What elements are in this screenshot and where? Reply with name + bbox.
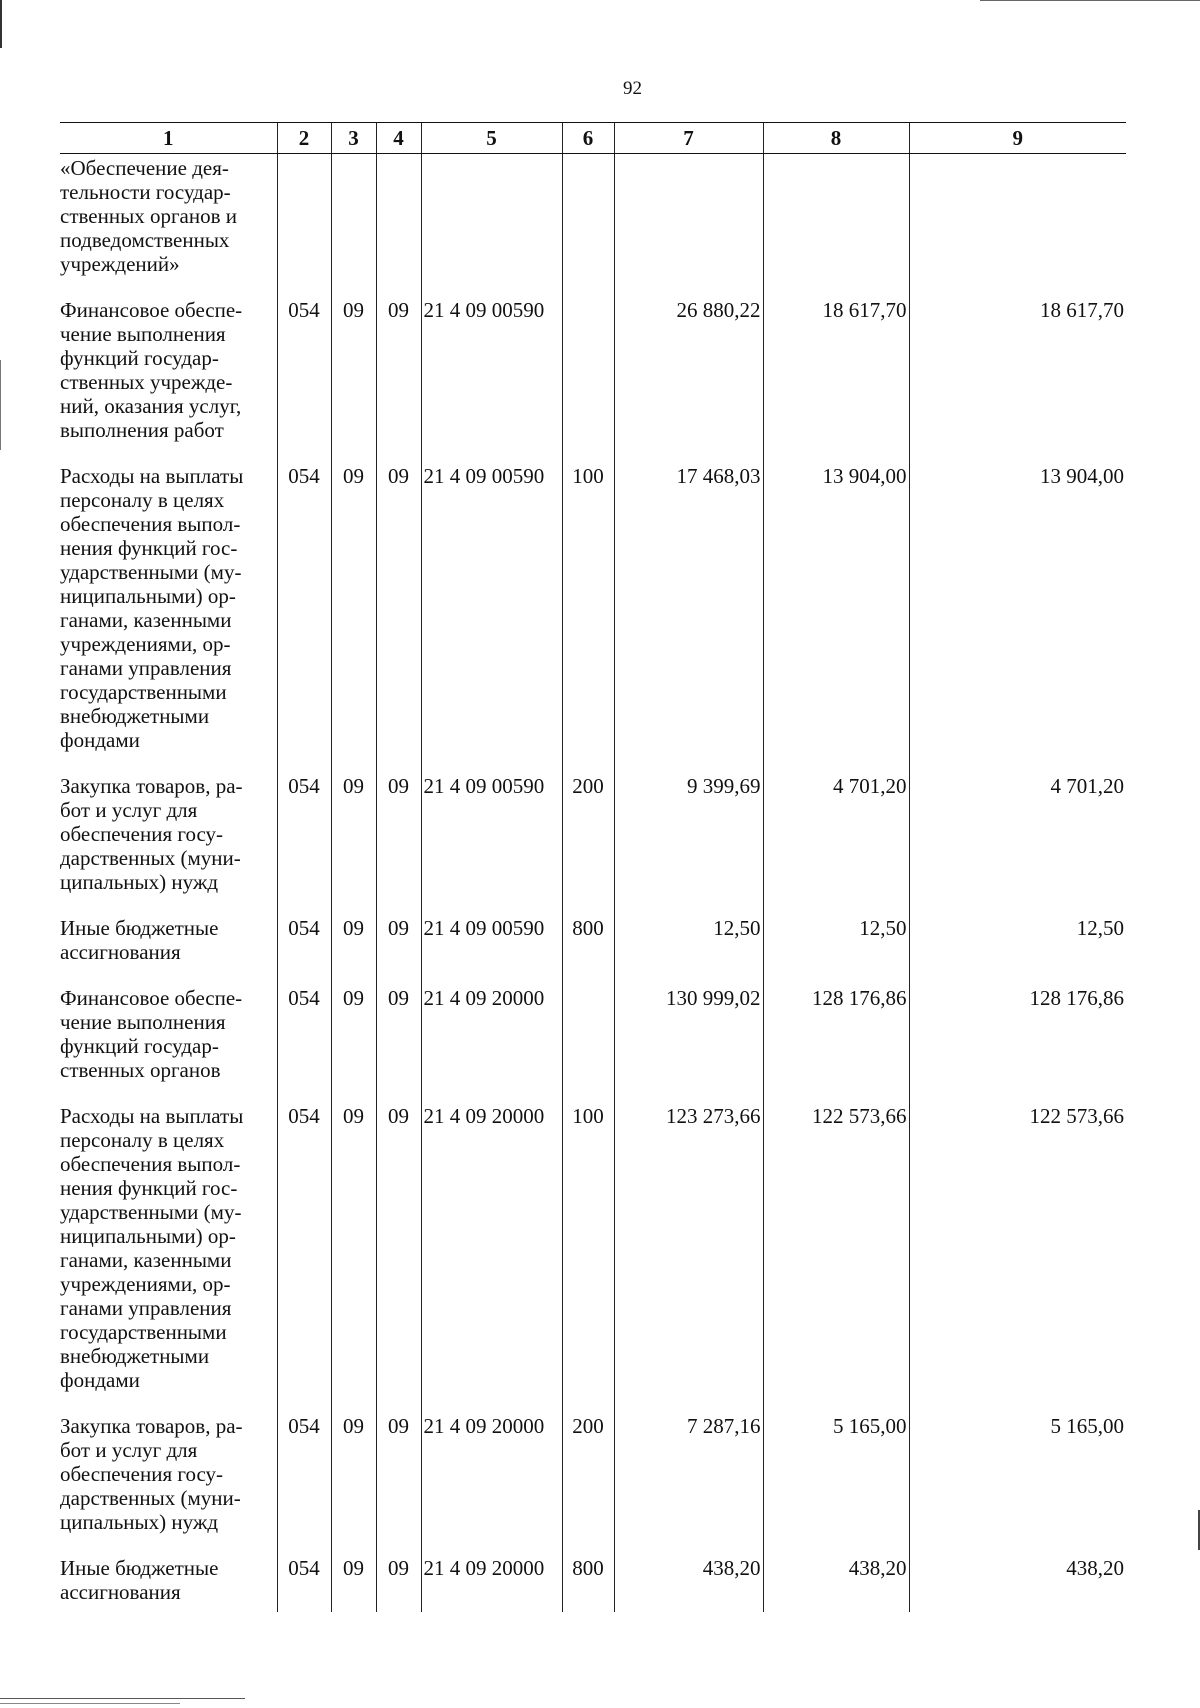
- cell-target-article: 21 4 09 00590: [421, 296, 562, 462]
- column-header: 6: [562, 123, 614, 154]
- scan-top-rule: [980, 0, 1200, 1]
- table-row: [60, 296, 1126, 462]
- table-row: [60, 1102, 1126, 1412]
- cell-name: Иные бюджетные ассигнования: [60, 1556, 219, 1604]
- cell-amount-year-3: 122 573,66: [909, 1102, 1126, 1412]
- column-header: 1: [60, 123, 277, 154]
- column-header: 7: [614, 123, 763, 154]
- table-row: [60, 462, 1126, 772]
- cell-expense-type: 200: [562, 772, 614, 914]
- cell-target-article: 21 4 09 00590: [421, 462, 562, 772]
- cell-amount-year-2: 13 904,00: [763, 462, 909, 772]
- cell-target-article: 21 4 09 20000: [421, 1554, 562, 1612]
- cell-amount-year-2: 4 701,20: [763, 772, 909, 914]
- column-header: 2: [277, 123, 331, 154]
- cell-name: Расходы на выплаты персоналу в целях обеспечения выпол- нения функций гос- ударственными (му- ниципальными) ор- ганами, казенными учреждениями, ор- ганами управления государственными внебюджетными фондами: [60, 464, 244, 752]
- cell-expense-type: 800: [562, 914, 614, 984]
- cell-amount-year-2: 12,50: [763, 914, 909, 984]
- cell-amount-year-1: [614, 154, 763, 297]
- column-header: 3: [331, 123, 376, 154]
- cell-subsection: 09: [376, 1554, 421, 1612]
- cell-amount-year-2: 122 573,66: [763, 1102, 909, 1412]
- cell-name: Расходы на выплаты персоналу в целях обеспечения выпол- нения функций гос- ударственными (му- ниципальными) ор- ганами, казенными учреждениями, ор- ганами управления государственными внебюджетными фондами: [60, 1104, 244, 1392]
- column-header: 4: [376, 123, 421, 154]
- cell-subsection: 09: [376, 1412, 421, 1554]
- budget-table: [60, 122, 1126, 1612]
- cell-subsection: [376, 154, 421, 297]
- cell-name: Иные бюджетные ассигнования: [60, 916, 219, 964]
- page-number: 92: [623, 78, 642, 99]
- cell-target-article: [421, 154, 562, 297]
- cell-amount-year-1: 17 468,03: [614, 462, 763, 772]
- cell-target-article: 21 4 09 20000: [421, 1412, 562, 1554]
- cell-ministry-code: 054: [277, 1102, 331, 1412]
- cell-expense-type: 800: [562, 1554, 614, 1612]
- cell-section: 09: [331, 984, 376, 1102]
- cell-amount-year-1: 438,20: [614, 1554, 763, 1612]
- cell-amount-year-2: 18 617,70: [763, 296, 909, 462]
- cell-subsection: 09: [376, 296, 421, 462]
- cell-section: 09: [331, 1102, 376, 1412]
- cell-ministry-code: 054: [277, 296, 331, 462]
- table-row: [60, 1412, 1126, 1554]
- cell-expense-type: 200: [562, 1412, 614, 1554]
- cell-amount-year-1: 130 999,02: [614, 984, 763, 1102]
- cell-amount-year-2: 128 176,86: [763, 984, 909, 1102]
- scan-bottom-rule: [0, 1703, 180, 1704]
- cell-amount-year-2: 438,20: [763, 1554, 909, 1612]
- scan-edge-mark: [0, 360, 1, 450]
- scan-edge-mark: [0, 0, 2, 48]
- cell-section: [331, 154, 376, 297]
- cell-amount-year-3: [909, 154, 1126, 297]
- table-header-row: [60, 123, 1126, 154]
- cell-expense-type: 100: [562, 1102, 614, 1412]
- cell-section: 09: [331, 1412, 376, 1554]
- cell-section: 09: [331, 296, 376, 462]
- cell-expense-type: 100: [562, 462, 614, 772]
- table-row: [60, 914, 1126, 984]
- cell-amount-year-3: 438,20: [909, 1554, 1126, 1612]
- cell-amount-year-3: 18 617,70: [909, 296, 1126, 462]
- cell-amount-year-3: 12,50: [909, 914, 1126, 984]
- scan-bottom-rule: [0, 1698, 245, 1699]
- cell-target-article: 21 4 09 00590: [421, 914, 562, 984]
- cell-section: 09: [331, 914, 376, 984]
- cell-subsection: 09: [376, 772, 421, 914]
- cell-amount-year-1: 26 880,22: [614, 296, 763, 462]
- cell-name: Закупка товаров, ра- бот и услуг для обеспечения госу- дарственных (муни- ципальных) нужд: [60, 1414, 243, 1534]
- cell-name: «Обеспечение дея- тельности государ- ственных органов и подведомственных учреждений»: [60, 156, 238, 276]
- cell-amount-year-1: 123 273,66: [614, 1102, 763, 1412]
- cell-amount-year-3: 13 904,00: [909, 462, 1126, 772]
- cell-ministry-code: 054: [277, 984, 331, 1102]
- table-row: [60, 772, 1126, 914]
- cell-amount-year-2: 5 165,00: [763, 1412, 909, 1554]
- cell-amount-year-3: 128 176,86: [909, 984, 1126, 1102]
- column-header: 5: [421, 123, 562, 154]
- cell-amount-year-3: 4 701,20: [909, 772, 1126, 914]
- cell-subsection: 09: [376, 914, 421, 984]
- cell-name: Финансовое обеспе- чение выполнения функций государ- ственных органов: [60, 986, 243, 1082]
- cell-subsection: 09: [376, 984, 421, 1102]
- column-header: 9: [909, 123, 1126, 154]
- table-row: [60, 154, 1126, 297]
- cell-subsection: 09: [376, 1102, 421, 1412]
- cell-ministry-code: 054: [277, 914, 331, 984]
- cell-target-article: 21 4 09 20000: [421, 984, 562, 1102]
- column-header: 8: [763, 123, 909, 154]
- cell-section: 09: [331, 1554, 376, 1612]
- cell-ministry-code: 054: [277, 772, 331, 914]
- cell-ministry-code: 054: [277, 1412, 331, 1554]
- cell-expense-type: [562, 984, 614, 1102]
- cell-amount-year-1: 7 287,16: [614, 1412, 763, 1554]
- cell-ministry-code: 054: [277, 1554, 331, 1612]
- cell-section: 09: [331, 772, 376, 914]
- cell-ministry-code: 054: [277, 462, 331, 772]
- cell-section: 09: [331, 462, 376, 772]
- cell-amount-year-1: 9 399,69: [614, 772, 763, 914]
- cell-amount-year-3: 5 165,00: [909, 1412, 1126, 1554]
- cell-amount-year-2: [763, 154, 909, 297]
- cell-subsection: 09: [376, 462, 421, 772]
- cell-name: Финансовое обеспе- чение выполнения функций государ- ственных учрежде- ний, оказания услуг, выполнения работ: [60, 298, 243, 442]
- table-row: [60, 984, 1126, 1102]
- cell-ministry-code: [277, 154, 331, 297]
- cell-target-article: 21 4 09 00590: [421, 772, 562, 914]
- cell-name: Закупка товаров, ра- бот и услуг для обеспечения госу- дарственных (муни- ципальных) нужд: [60, 774, 243, 894]
- cell-expense-type: [562, 296, 614, 462]
- cell-amount-year-1: 12,50: [614, 914, 763, 984]
- table-body: [60, 154, 1126, 1613]
- cell-expense-type: [562, 154, 614, 297]
- cell-target-article: 21 4 09 20000: [421, 1102, 562, 1412]
- table-row: [60, 1554, 1126, 1612]
